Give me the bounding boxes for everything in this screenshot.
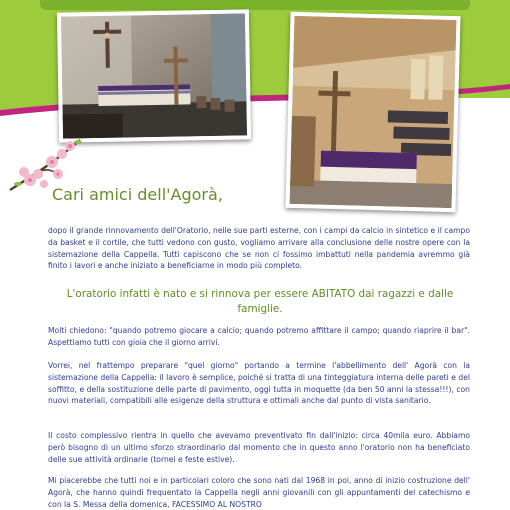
highlight-statement: L'oratorio infatti è nato e si rinnova per essere ABITATO dai ragazzi e dalle famiglie. xyxy=(66,288,454,315)
paragraph-cost: Il costo complessivo rientra in quello che avevamo preventivato fin dall'inizio: circa 40mila euro. Abbiamo però bisogno di un ultimo sforzo straordinario dal momento che in questo anno l'oratorio non ha beneficiato delle sue attività ordinarie (tornei e feste estive). xyxy=(48,431,470,464)
header-title-strip xyxy=(40,0,470,10)
greeting-heading: Cari amici dell'Agorà, xyxy=(52,185,223,204)
chapel-photo-right xyxy=(285,12,460,212)
paragraph-renovation: Vorrei, nel frattempo preparare "quel giorno" portando a termine l'abbellimento dell' Agorà con la sistemazione della Cappella: il lavoro è semplice, poiché si tratta di una tinteggiatura interna delle pareti e del soffitto, e della sostituzione delle parte di pavimento, oggi tutta in moquette (da ben 50 anni la stessa!!!), con nuovi materiali, compatibili alle esigenze della struttura e ottimali anche dal punto di vista sanitario. xyxy=(48,361,470,406)
chapel-photo-left xyxy=(57,9,251,142)
paragraph-appeal: Mi piacerebbe che tutti noi e in particolari coloro che sono nati dal 1968 in poi, anno di inizio costruzione dell' Agorà, che hanno quindi frequentato la Cappella negli anni giovanili con gli appuntamenti del catechismo e con la S. Messa della domenica, FACESSIMO AL NOSTRO xyxy=(48,476,470,509)
paragraph-questions: Molti chiedono: "quando potremo giocare a calcio; quando potremo affittare il campo; quando riaprire il bar". Aspettiamo tutti con gioia che il giorno arrivi. xyxy=(48,326,470,347)
paragraph-intro: dopo il grande rinnovamento dell'Oratorio, nelle sue parti esterne, con i campi da calcio in sintetico e il campo da basket e il cortile, che tutti vedono con gusto, vogliamo arrivare alla conclusione delle nostre opere con la sistemazione della Cappella. Tutti capiscono che se non ci fossimo imbattuti nella pandemia avremmo già finito i lavori e anche iniziato a beneficiarne in modo più completo. xyxy=(48,226,470,271)
